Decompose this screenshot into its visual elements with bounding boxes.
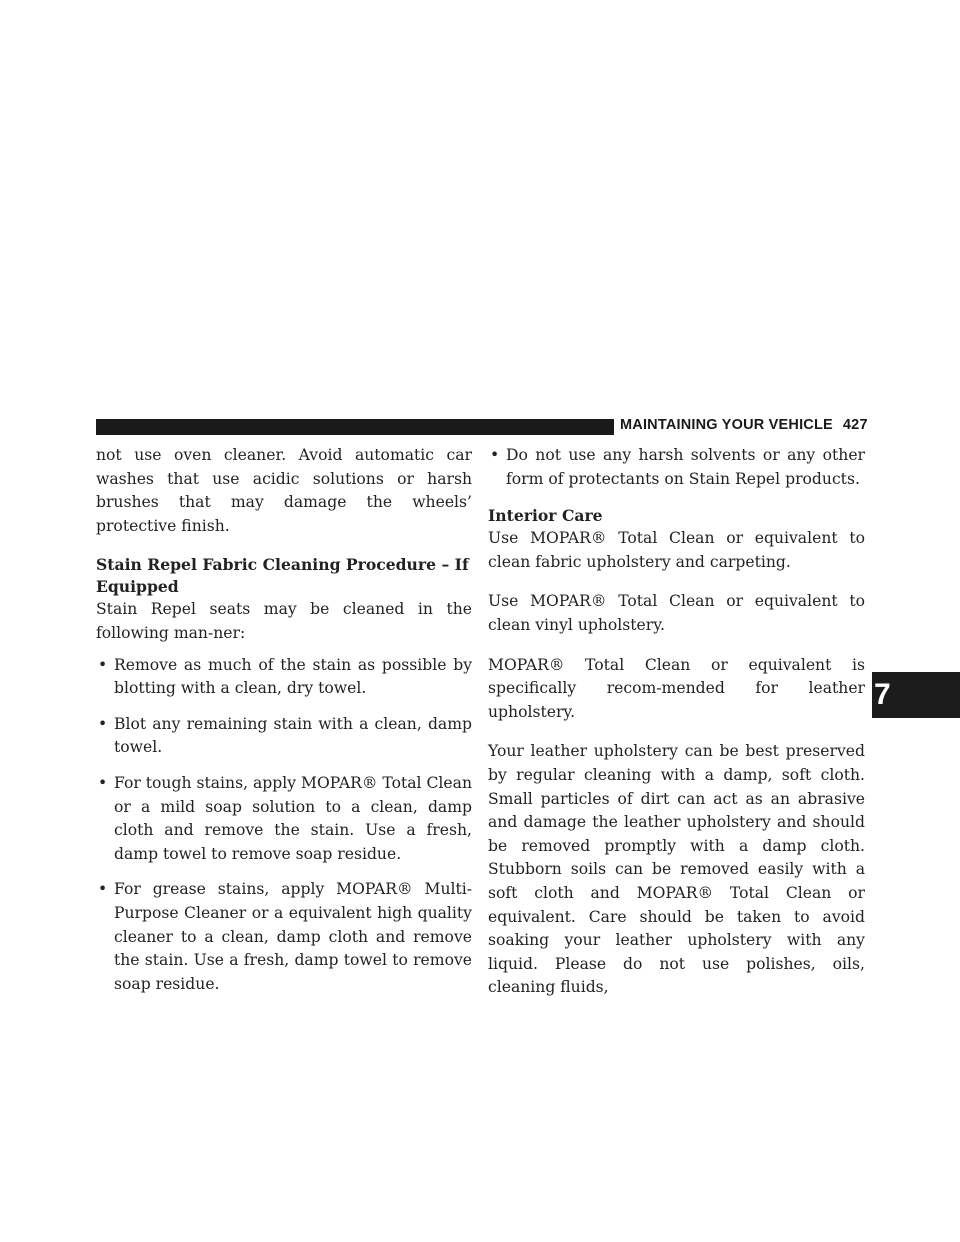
list-item-text: Blot any remaining stain with a clean, damp towel. <box>114 714 472 757</box>
bullet-icon: • <box>98 773 108 792</box>
intro-paragraph: Stain Repel seats may be cleaned in the following man-ner: <box>96 600 472 642</box>
section-title: MAINTAINING YOUR VEHICLE <box>620 417 833 433</box>
list-item-text: For tough stains, apply MOPAR® Total Clean or a mild soap solution to a clean, damp cloth and remove the stain. Use a fresh, damp towel to remove soap residue. <box>114 773 472 863</box>
list-item <box>96 878 472 996</box>
list-item-text: For grease stains, apply MOPAR® Multi-Purpose Cleaner or a equivalent high quality cleaner to a clean, damp cloth and remove the stain. Use a fresh, damp towel to remove soap residue. <box>114 880 472 993</box>
left-column <box>96 444 472 1010</box>
paragraph-leather-recommend: MOPAR® Total Clean or equivalent is specifically recom-mended for leather upholstery. <box>488 655 865 721</box>
heading-line-2: Equipped <box>96 577 179 597</box>
list-item <box>96 654 472 701</box>
paragraph-leather-care: Your leather upholstery can be best preserved by regular cleaning with a damp, soft cloth. Small particles of dirt can act as an abrasive and damage the leather upholstery and should be removed promptly with a damp cloth. Stubborn soils can be removed easily with a soft cloth and MOPAR® Total Clean or equivalent. Care should be taken to avoid soaking your leather upholstery with any liquid. Please do not use polishes, oils, cleaning fluids, <box>488 742 865 997</box>
list-item <box>96 772 472 866</box>
section-heading-stain-repel <box>96 554 472 598</box>
section-heading-interior-care: Interior Care <box>488 506 603 526</box>
chapter-tab: 7 <box>872 672 960 718</box>
right-column <box>488 444 865 1016</box>
header-rule-bar <box>96 419 614 435</box>
list-item <box>488 444 865 491</box>
list-item-text: Do not use any harsh solvents or any other form of protectants on Stain Repel products. <box>506 446 865 488</box>
list-item <box>96 713 472 760</box>
bullet-icon: • <box>98 655 108 674</box>
paragraph-fabric: Use MOPAR® Total Clean or equivalent to clean fabric upholstery and carpeting. <box>488 529 865 571</box>
page-number: 427 <box>842 417 868 433</box>
continuation-paragraph: not use oven cleaner. Avoid automatic car washes that use acidic solutions or harsh brushes that may damage the wheels’ protective finish. <box>96 446 472 535</box>
list-item-text: Remove as much of the stain as possible by blotting with a clean, dry towel. <box>114 655 472 698</box>
bullet-icon: • <box>98 880 108 899</box>
stain-repel-warning-list <box>488 444 865 491</box>
bullet-icon: • <box>98 714 108 733</box>
bullet-icon: • <box>490 446 500 464</box>
paragraph-vinyl: Use MOPAR® Total Clean or equivalent to clean vinyl upholstery. <box>488 592 865 634</box>
stain-repel-steps-list <box>96 654 472 997</box>
running-head <box>620 417 868 433</box>
heading-line-1: Stain Repel Fabric Cleaning Procedure – If <box>96 555 469 575</box>
